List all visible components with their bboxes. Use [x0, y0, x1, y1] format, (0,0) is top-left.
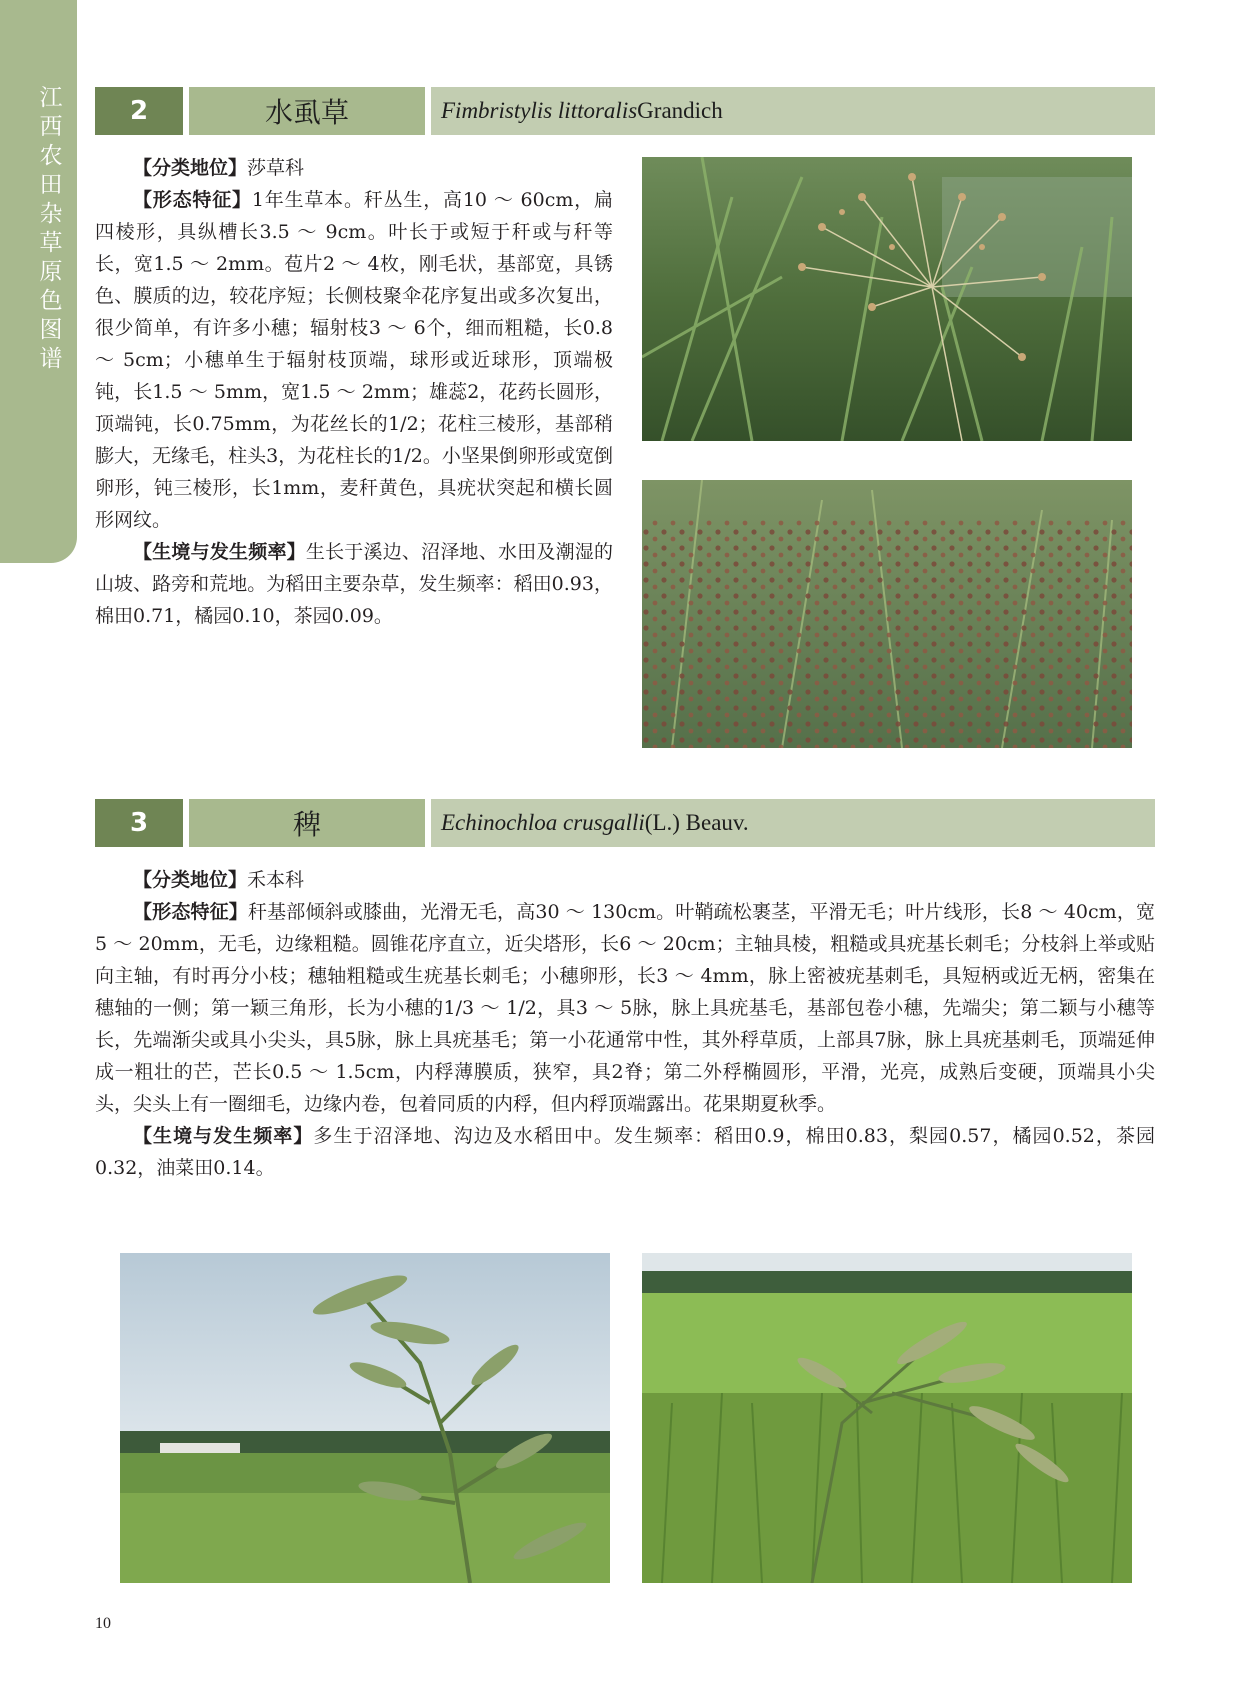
section-2-text: [95, 152, 613, 632]
side-tab: [0, 0, 77, 563]
taxonomy-label: 【分类地位】: [133, 157, 248, 179]
section-3-text: [95, 864, 1155, 1184]
morphology-text: 秆基部倾斜或膝曲，光滑无毛，高30 ～ 130cm。叶鞘疏松裹茎，平滑无毛；叶片线形，长8 ～ 40cm，宽5 ～ 20mm，无毛，边缘粗糙。圆锥花序直立，近尖塔形，长6 ～ 20cm；主轴具棱，粗糙或具疣基长刺毛；分枝斜上举或贴向主轴，有时再分小枝；穗轴粗糙或生疣基长刺毛；小穗卵形，长3 ～ 4mm，脉上密被疣基刺毛，具短柄或近无柄，密集在穗轴的一侧；第一颖三角形，长为小穗的1/3 ～ 1/2，具3 ～ 5脉，脉上具疣基毛，基部包卷小穗，先端尖；第二颖与小穗等长，先端渐尖或具小尖头，具5脉，脉上具疣基毛；第一小花通常中性，其外稃草质，上部具7脉，脉上具疣基刺毛，顶端延伸成一粗壮的芒，芒长0.5 ～ 1.5cm，内稃薄膜质，狭窄，具2脊；第二外稃椭圆形，平滑，光亮，成熟后变硬，顶端具小尖头，尖头上有一圈细毛，边缘内卷，包着同质的内稃，但内稃顶端露出。花果期夏秋季。: [95, 901, 1155, 1115]
morphology-paragraph: [95, 896, 1155, 1120]
habitat-label: 【生境与发生频率】: [133, 541, 306, 563]
photo-echinochloa-sky: [120, 1253, 610, 1583]
species-chinese-name: 稗: [189, 799, 425, 847]
page-number: 10: [95, 1615, 111, 1632]
species-latin-name: [431, 87, 1155, 135]
section-header-3: [95, 799, 1155, 847]
latin-author: Grandich: [637, 98, 723, 123]
photo-echinochloa-rice-field: [642, 1253, 1132, 1583]
habitat-paragraph: [95, 536, 613, 632]
morphology-label: 【形态特征】: [133, 901, 248, 923]
taxonomy-text: 莎草科: [247, 157, 305, 179]
latin-binomial: Echinochloa crusgalli: [441, 810, 645, 835]
habitat-text: 生长于溪边、沼泽地、水田及潮湿的山坡、路旁和荒地。为稻田主要杂草，发生频率：稻田0.93，棉田0.71，橘园0.10，茶园0.09。: [95, 541, 613, 627]
latin-binomial: Fimbristylis littoralis: [441, 98, 638, 123]
morphology-text: 1年生草本。秆丛生，高10 ～ 60cm，扁四棱形，具纵槽长3.5 ～ 9cm。叶长于或短于秆或与秆等长，宽1.5 ～ 2mm。苞片2 ～ 4枚，刚毛状，基部宽，具锈色、膜质的边，较花序短；长侧枝聚伞花序复出或多次复出，很少简单，有许多小穗；辐射枝3 ～ 6个，细而粗糙，长0.8 ～ 5cm；小穗单生于辐射枝顶端，球形或近球形，顶端极钝，长1.5 ～ 5mm，宽1.5 ～ 2mm；雄蕊2，花药长圆形，顶端钝，长0.75mm，为花丝长的1/2；花柱三棱形，基部稍膨大，无缘毛，柱头3，为花柱长的1/2。小坚果倒卵形或宽倒卵形，钝三棱形，长1mm，麦秆黄色，具疣状突起和横长圆形网纹。: [95, 189, 613, 531]
section-header-2: [95, 87, 1155, 135]
habitat-label: 【生境与发生频率】: [133, 1125, 314, 1147]
taxonomy-paragraph: [95, 152, 613, 184]
photo-fimbristylis-clusters: [642, 480, 1132, 748]
habitat-paragraph: [95, 1120, 1155, 1184]
taxonomy-label: 【分类地位】: [133, 869, 248, 891]
morphology-paragraph: [95, 184, 613, 536]
book-title-vertical: 江西农田杂草原色图谱: [39, 85, 63, 372]
photo-fimbristylis-panicle: [642, 157, 1132, 441]
species-number: 2: [95, 87, 183, 135]
species-chinese-name: 水虱草: [189, 87, 425, 135]
latin-author: (L.) Beauv.: [644, 810, 749, 835]
species-number: 3: [95, 799, 183, 847]
morphology-label: 【形态特征】: [133, 189, 252, 211]
taxonomy-paragraph: [95, 864, 1155, 896]
habitat-text: 多生于沼泽地、沟边及水稻田中。发生频率：稻田0.9，棉田0.83，梨园0.57，橘园0.52，茶园0.32，油菜田0.14。: [95, 1125, 1155, 1179]
species-latin-name: [431, 799, 1155, 847]
taxonomy-text: 禾本科: [247, 869, 305, 891]
